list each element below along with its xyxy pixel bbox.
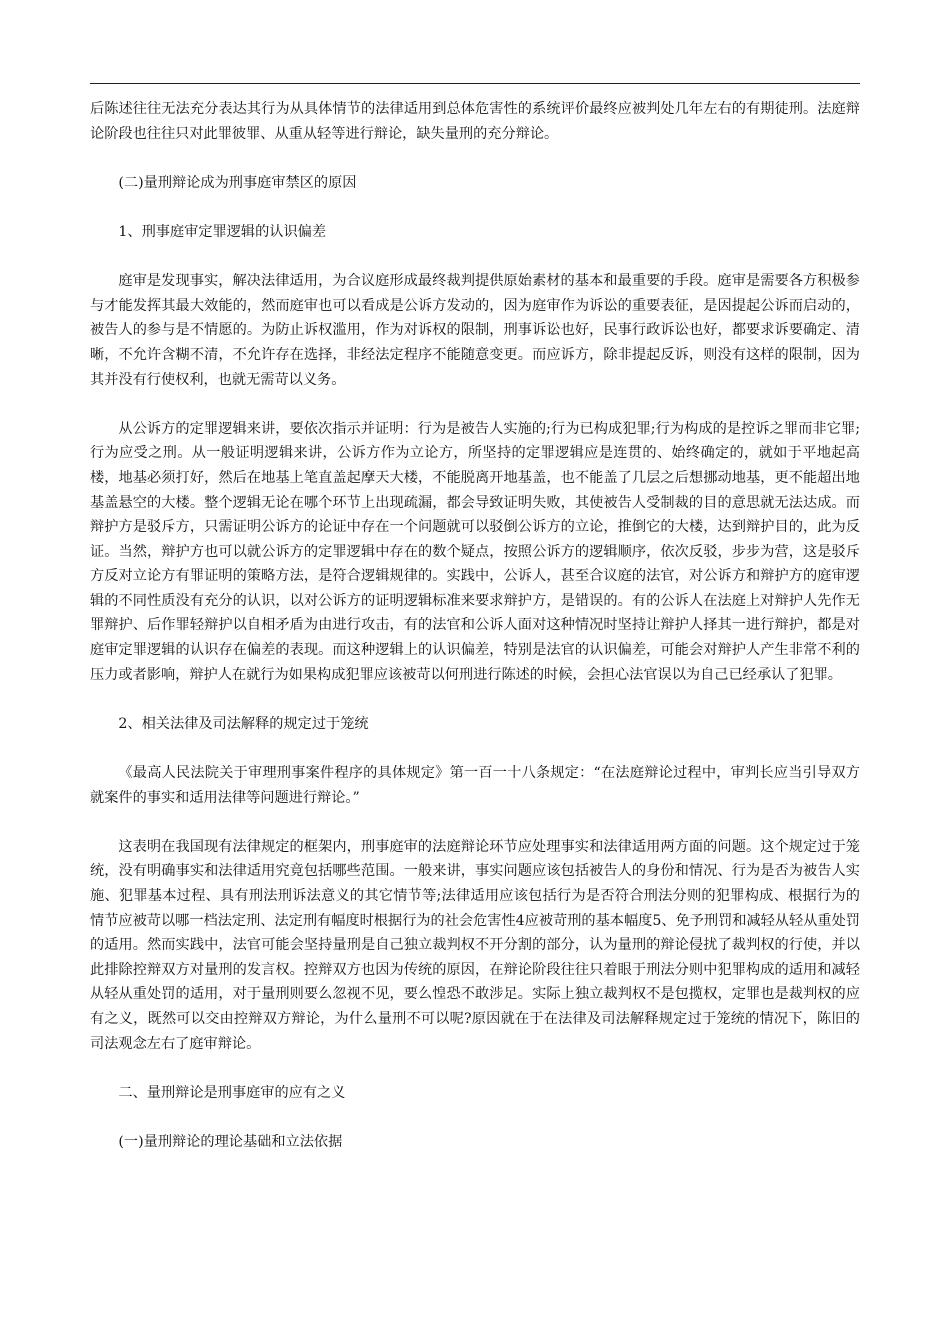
paragraph-quote: 《最高人民法院关于审理刑事案件程序的具体规定》第一百一十八条规定：“在法庭辩论过程中，审判长应当引导双方就案件的事实和适用法律等问题进行辩论。” — [90, 765, 860, 806]
paragraph-continuation: 后陈述往往无法充分表达其行为从具体情节的法律适用到总体危害性的系统评价最终应被判处几年左右的有期徒刑。法庭辩论阶段也往往只对此罪彼罪、从重从轻等进行辩论，缺失量刑的充分辩论。 — [90, 101, 860, 142]
paragraph: 从公诉方的定罪逻辑来讲，要依次指示并证明：行为是被告人实施的;行为已构成犯罪;行为构成的是控诉之罪而非它罪;行为应受之刑。从一般证明逻辑来讲，公诉方作为立论方，所坚持的定罪逻辑应是连贯的、始终确定的，就如于平地起高楼，地基必须打好，然后在地基上笔直盖起摩天大楼，不能脱离开地基盖，也不能盖了几层之后想挪动地基，更不能超出地基盖悬空的大楼。整个逻辑无论在哪个环节上出现疏漏，都会导致证明失败，其使被告人受制裁的目的意思就无法达成。而辩护方是驳斥方，只需证明公诉方的论证中存在一个问题就可以驳倒公诉方的立论，推倒它的大楼，达到辩护目的，此为反证。当然，辩护方也可以就公诉方的定罪逻辑中存在的数个疑点，按照公诉方的逻辑顺序，依次反驳，步步为营，这是驳斥方反对立论方有罪证明的策略方法，是符合逻辑规律的。实践中，公诉人，甚至合议庭的法官，对公诉方和辩护方的庭审逻辑的不同性质没有充分的认识，以对公诉方的证明逻辑标准来要求辩护方，是错误的。有的公诉人在法庭上对辩护人先作无罪辩护、后作罪轻辩护以自相矛盾为由进行攻击，有的法官和公诉人面对这种情况时坚持让辩护人择其一进行辩护，都是对庭审定罪逻辑的认识存在偏差的表现。而这种逻辑上的认识偏差，特别是法官的认识偏差，可能会对辩护人产生非常不利的压力或者影响，辩护人在就行为如果构成犯罪应该被苛以何刑进行陈述的时候，会担心法官误以为自己已经承认了犯罪。 — [90, 420, 860, 683]
header-rule — [90, 83, 860, 84]
section-heading-2: 二、量刑辩论是刑事庭审的应有之义 — [118, 1084, 346, 1101]
section-heading-2-2: (二)量刑辩论成为刑事庭审禁区的原因 — [118, 174, 357, 191]
subsection-heading-1: 1、刑事庭审定罪逻辑的认识偏差 — [118, 223, 327, 240]
section-heading-2-1: (一)量刑辩论的理论基础和立法依据 — [118, 1133, 343, 1150]
subsection-heading-2: 2、相关法律及司法解释的规定过于笼统 — [118, 715, 369, 732]
paragraph: 庭审是发现事实，解决法律适用，为合议庭形成最终裁判提供原始素材的基本和最重要的手段。庭审是需要各方积极参与才能发挥其最大效能的，然而庭审也可以看成是公诉方发动的，因为庭审作为诉讼的重要表征，是因提起公诉而启动的，被告人的参与是不情愿的。为防止诉权滥用，作为对诉权的限制，刑事诉讼也好，民事行政诉讼也好，都要求诉要确定、清晰，不允许含糊不清，不允许存在选择，非经法定程序不能随意变更。而应诉方，除非提起反诉，则没有这样的限制，因为其并没有行使权利，也就无需苛以义务。 — [90, 273, 860, 388]
document-body — [90, 97, 860, 1179]
paragraph: 这表明在我国现有法律规定的框架内，刑事庭审的法庭辩论环节应处理事实和法律适用两方面的问题。这个规定过于笼统，没有明确事实和法律适用究竟包括哪些范围。一般来讲，事实问题应该包括被告人的身份和情况、行为是否为被告人实施、犯罪基本过程、具有刑法刑诉法意义的其它情节等;法律适用应该包括行为是否符合刑法分则的犯罪构成、根据行为的情节应被苛以哪一档法定刑、法定刑有幅度时根据行为的社会危害性4应被苛刑的基本幅度5、免予刑罚和减轻从轻从重处罚的适用。然而实践中，法官可能会坚持量刑是自己独立裁判权不开分割的部分，认为量刑的辩论侵扰了裁判权的行使，并以此排除控辩双方对量刑的发言权。控辩双方也因为传统的原因，在辩论阶段往往只着眼于刑法分则中犯罪构成的适用和减轻从轻从重处罚的适用，对于量刑则要么忽视不见，要么惶恐不敢涉足。实际上独立裁判权不是包揽权，定罪也是裁判权的应有之义，既然可以交由控辩双方辩论，为什么量刑不可以呢?原因就在于在法律及司法解释规定过于笼统的情况下，陈旧的司法观念左右了庭审辩论。 — [90, 838, 860, 1052]
